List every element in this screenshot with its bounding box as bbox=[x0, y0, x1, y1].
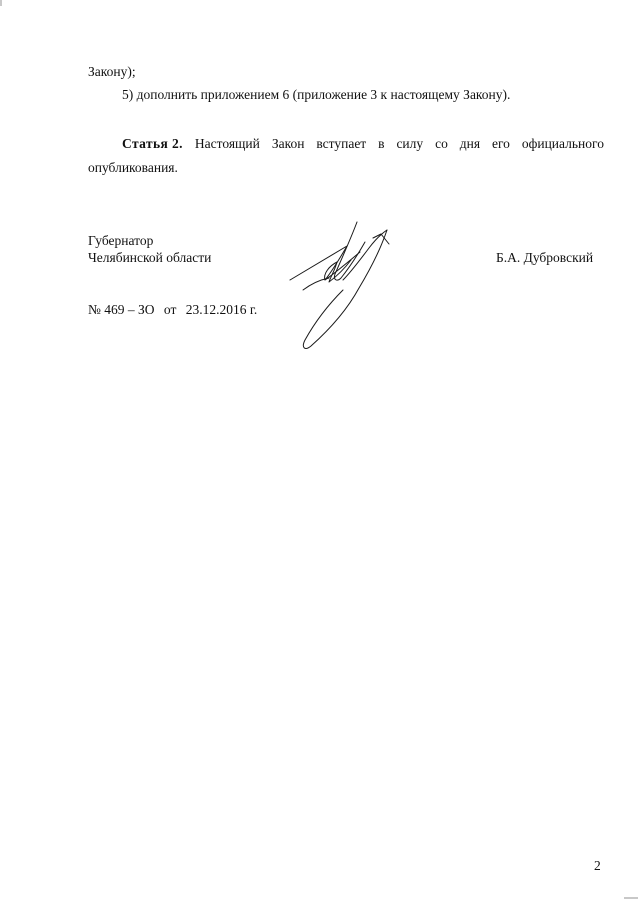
date-prefix: от bbox=[163, 302, 177, 317]
scan-mark-bottom-right bbox=[624, 897, 638, 899]
handwritten-signature bbox=[285, 218, 395, 353]
list-item-5: 5) дополнить приложением 6 (приложение 3 к настоящему Закону). bbox=[122, 87, 511, 102]
signatory-name: Б.А. Дубровский bbox=[496, 250, 594, 265]
article-label: Статья 2. bbox=[122, 136, 183, 151]
law-date: 23.12.2016 г. bbox=[185, 302, 258, 317]
law-number: № 469 – ЗО bbox=[88, 302, 155, 317]
region-name: Челябинской области bbox=[88, 250, 212, 265]
article-2-second-line: опубликования. bbox=[88, 160, 178, 175]
text-line-continuation: Закону); bbox=[88, 64, 136, 79]
scan-mark-top-left bbox=[0, 0, 2, 6]
article-word: Настоящий bbox=[194, 136, 260, 151]
article-word: в bbox=[378, 136, 385, 151]
article-word: вступает bbox=[316, 136, 367, 151]
governor-title: Губернатор bbox=[88, 233, 154, 248]
article-word: Закон bbox=[271, 136, 305, 151]
article-2-first-line bbox=[88, 136, 604, 152]
page-number: 2 bbox=[594, 858, 601, 873]
article-word: со bbox=[435, 136, 448, 151]
article-word: дня bbox=[459, 136, 481, 151]
article-word: силу bbox=[396, 136, 424, 151]
article-word: его bbox=[491, 136, 510, 151]
law-reference bbox=[88, 302, 257, 318]
article-word: официального bbox=[521, 136, 604, 151]
